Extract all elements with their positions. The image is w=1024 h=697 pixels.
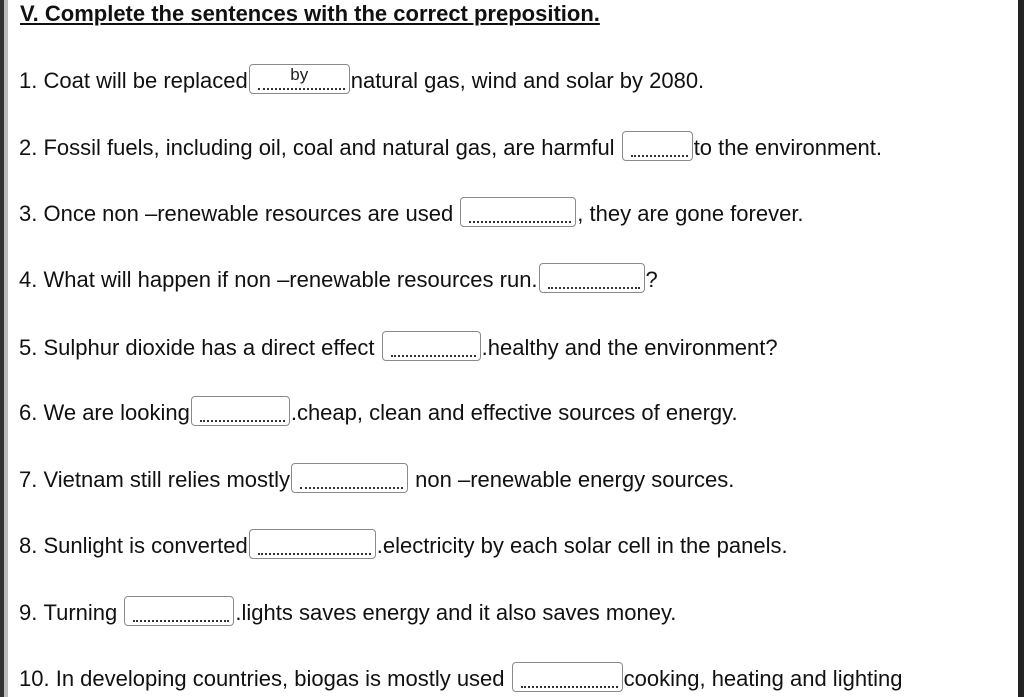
sentence-3 [19,193,804,227]
left-border [0,0,8,697]
sentence-text-before: Vietnam still relies mostly [43,467,291,492]
sentence-text-before: In developing countries, biogas is mostly used [55,666,511,691]
item-number: 4. [19,267,38,292]
sentence-text-after: ? [645,267,658,292]
sentence-6 [19,392,738,426]
sentence-10 [19,658,903,692]
exercise-heading: V. Complete the sentences with the correct preposition. [20,1,600,26]
sentence-text-after: cooking, heating and lighting [623,666,903,691]
sentence-8 [19,525,788,559]
answer-box-2[interactable] [622,131,693,161]
item-number: 8. [19,533,38,558]
sentence-text-before: Once non –renewable resources are used [43,201,460,226]
item-number: 1. [19,68,38,93]
answer-box-5[interactable] [382,331,481,361]
item-number: 5. [19,335,38,360]
answer-box-3[interactable] [460,197,576,227]
sentence-text-after: .electricity by each solar cell in the panels. [376,533,788,558]
answer-box-8[interactable] [249,529,376,559]
sentence-text-after: non –renewable energy sources. [409,467,735,492]
sentence-text-before: Turning [43,600,124,625]
answer-box-7[interactable] [291,463,408,493]
item-number: 7. [19,467,38,492]
answer-box-10[interactable] [512,662,623,692]
sentence-text-before: What will happen if non –renewable resources run. [43,267,538,292]
item-number: 2. [19,135,38,160]
sentence-text-after: , they are gone forever. [577,201,804,226]
answer-box-4[interactable] [539,263,645,293]
answer-text: by [290,65,309,84]
sentence-1 [19,60,704,94]
answer-box-6[interactable] [191,396,290,426]
right-border [1018,0,1024,697]
answer-box-9[interactable] [124,596,234,626]
sentence-text-after: to the environment. [693,135,883,160]
sentence-7 [19,459,734,493]
sentence-text-after: .healthy and the environment? [481,335,778,360]
sentence-text-after: .lights saves energy and it also saves money. [235,600,677,625]
item-number: 3. [19,201,38,226]
item-number: 10. [19,666,50,691]
sentence-text-before: Sulphur dioxide has a direct effect [43,335,381,360]
sentence-text-before: Sunlight is converted [43,533,248,558]
sentence-text-after: natural gas, wind and solar by 2080. [350,68,705,93]
answer-box-1[interactable] [249,64,350,94]
sentence-text-before: We are looking [43,400,190,425]
item-number: 9. [19,600,38,625]
sentence-text-before: Coat will be replaced [43,68,248,93]
sentence-2 [19,127,882,161]
item-number: 6. [19,400,38,425]
sentence-text-after: .cheap, clean and effective sources of energy. [290,400,738,425]
sentence-text-before: Fossil fuels, including oil, coal and natural gas, are harmful [43,135,621,160]
sentence-9 [19,592,676,626]
sentence-5 [19,327,778,361]
sentence-4 [19,259,658,293]
